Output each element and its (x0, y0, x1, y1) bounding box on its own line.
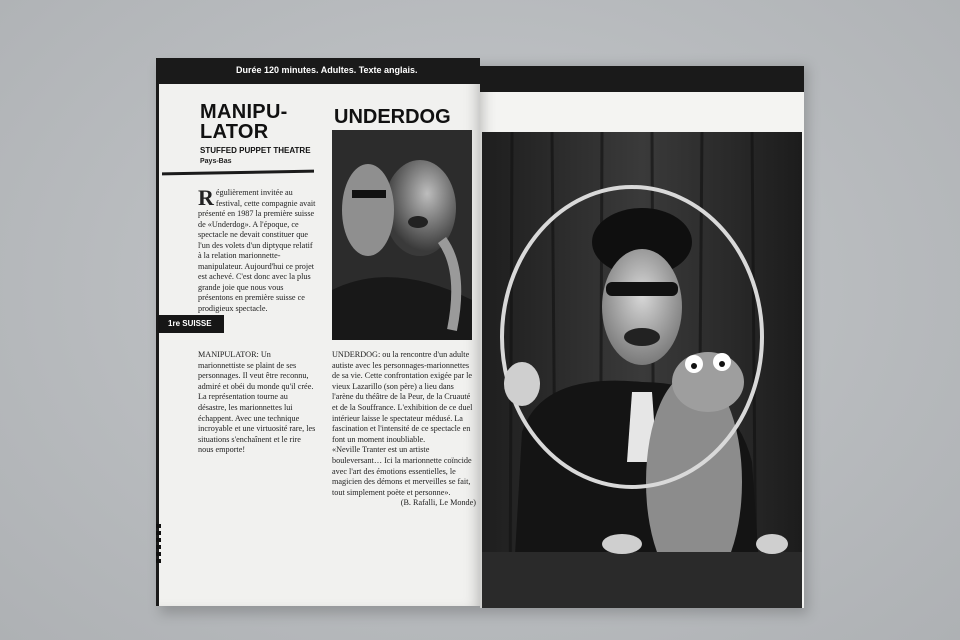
top-bar (156, 58, 480, 84)
press-quote: «Neville Tranter est un artiste bouleversant… Ici la marionnette coïncide avec l'art des émotions essentielles, le magicien des démons et merveilles se fait, tout simplement poète et personne». (332, 445, 472, 497)
underdog-description (332, 350, 476, 509)
company-name: STUFFED PUPPET THEATRE (200, 146, 311, 155)
premiere-badge: 1re SUISSE (158, 315, 224, 333)
show-title: MANIPU- LATOR (200, 101, 288, 143)
puppet-photo-illustration (332, 130, 472, 340)
top-bar (480, 66, 804, 92)
registration-marks (156, 524, 161, 564)
quote-source: (B. Rafalli, Le Monde) (400, 498, 476, 508)
divider-rule (162, 170, 314, 176)
right-page (480, 66, 804, 608)
performance-info: Durée 120 minutes. Adultes. Texte anglais. (236, 65, 418, 75)
left-page (156, 58, 480, 606)
underdog-body: UNDERDOG: ou la rencontre d'un adulte autiste avec les personnages-marionnettes de sa vie. Cette confrontation exigée par le vieux Lazarillo (son père) a lieu dans l'arène du théâtre de la Peur, de la Cruauté et de la Souffrance. L'exhibition de ce duel intérieur laisse le spectateur médusé. La fascination et l'intensité de ce spectacle en font un moment inoubliable. (332, 350, 473, 444)
puppet-photo-small (332, 130, 472, 340)
intro-text (198, 185, 316, 314)
manipulator-description: MANIPULATOR: Un marionnettiste se plaint de ses personnages. Il veut être reconnu, admiré et obéi du monde qu'il crée. La représentation tourne au désastre, les marionnettes lui échappent. Avec une technique incroyable et une virtuosité rare, les situations s'enchaînent et le rire nous emporte! (198, 350, 316, 455)
puppet-photo-large (482, 132, 802, 608)
country: Pays-Bas (200, 158, 232, 165)
drop-cap: R (198, 185, 214, 210)
intro-body: égulièrement invitée au festival, cette compagnie avait présenté en 1987 la première suisse de «Underdog». A l'époque, ce spectacle ne devait constituer que l'un des volets d'un diptyque relatif à la relation marionnette-manipulateur. Aujourd'hui ce projet est achevé. C'est donc avec la plus grande joie que nous vous présentons en première suisse ce prodigieux spectacle. (198, 188, 316, 313)
puppeteer-with-hoop-illustration (482, 132, 802, 608)
second-title: UNDERDOG (334, 106, 451, 128)
